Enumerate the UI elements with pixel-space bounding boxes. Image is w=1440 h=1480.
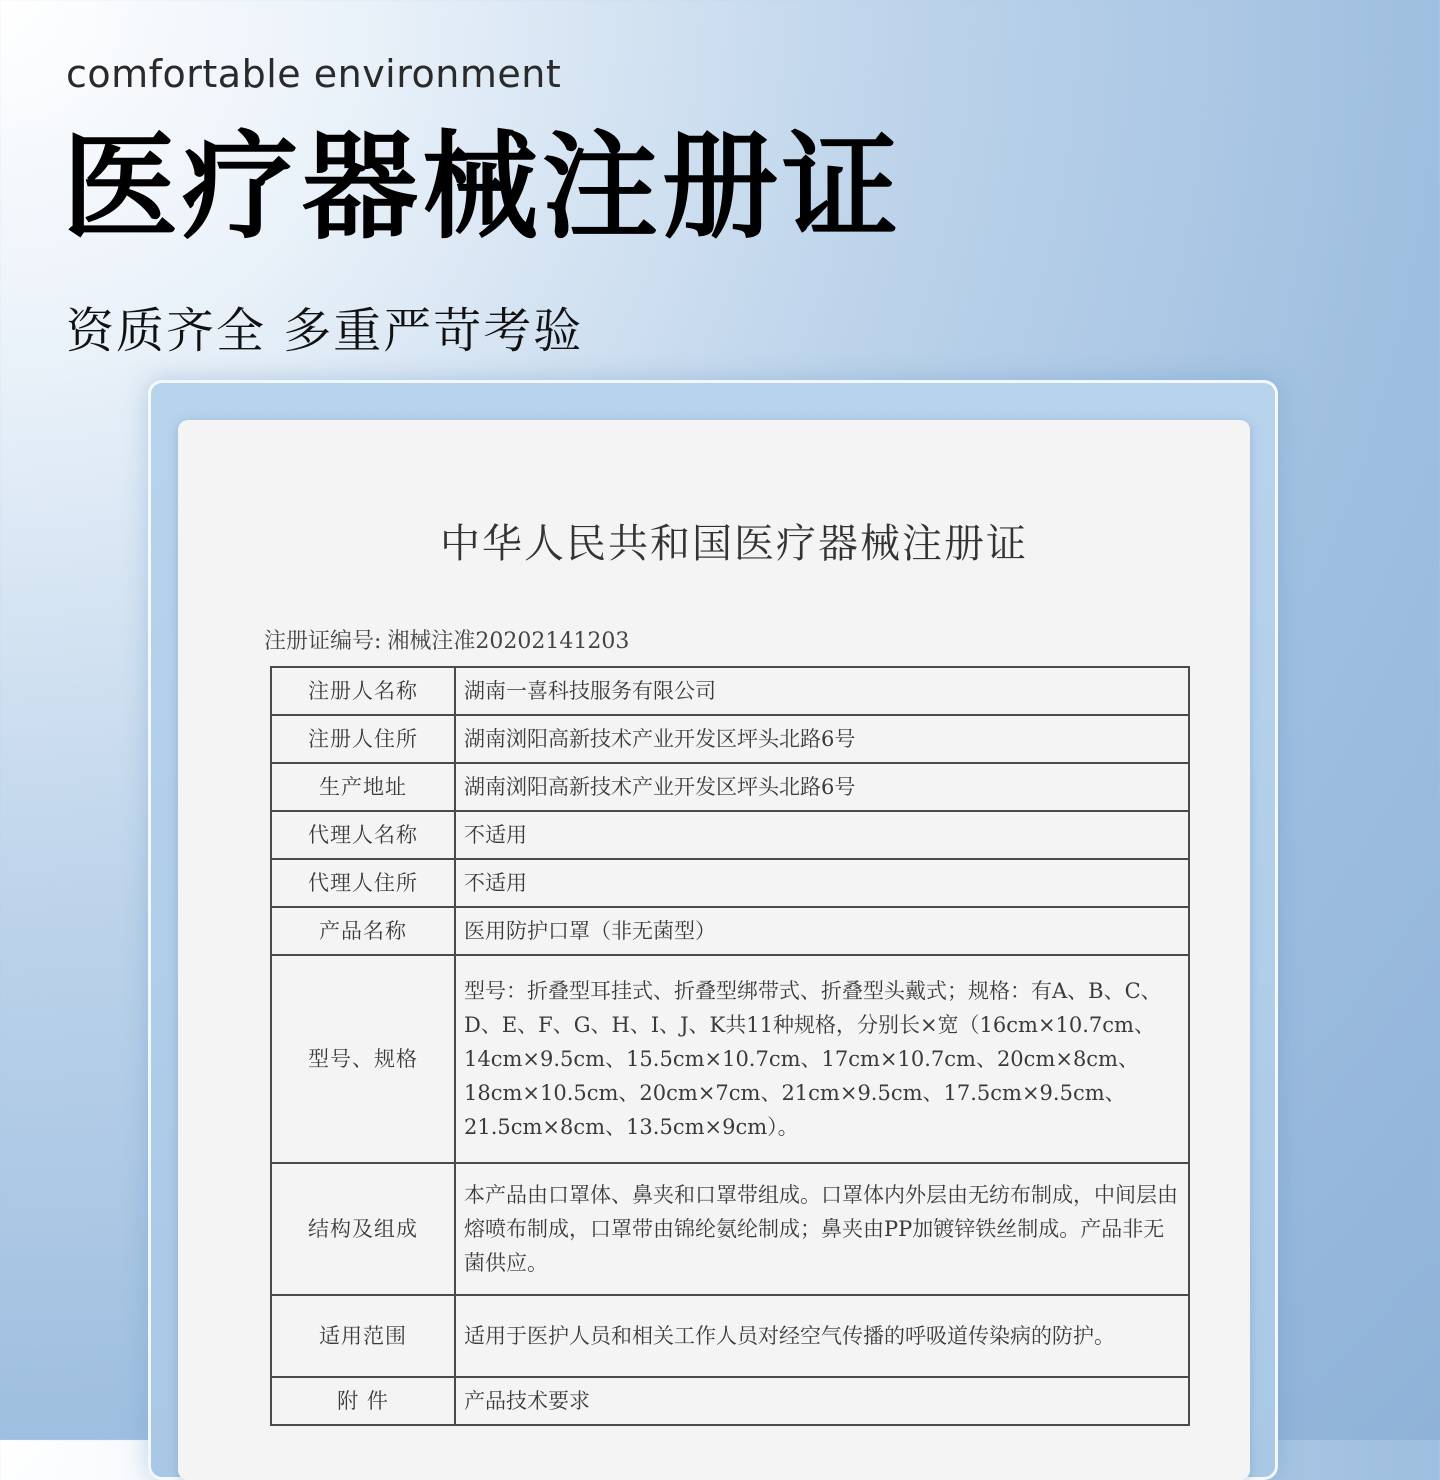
table-row — [271, 1163, 1189, 1295]
row-label: 代理人住所 — [271, 859, 455, 907]
certificate-table — [270, 666, 1190, 1426]
row-value: 不适用 — [455, 859, 1189, 907]
tagline: comfortable environment — [66, 52, 562, 96]
row-value: 湖南浏阳高新技术产业开发区坪头北路6号 — [455, 763, 1189, 811]
row-label: 型号、规格 — [271, 955, 455, 1163]
table-row — [271, 1377, 1189, 1425]
certificate-title: 中华人民共和国医疗器械注册证 — [440, 521, 1028, 567]
table-row — [271, 715, 1189, 763]
headline: 医疗器械注册证 — [62, 120, 902, 255]
row-value: 湖南一喜科技服务有限公司 — [455, 667, 1189, 715]
table-row — [271, 955, 1189, 1163]
row-label: 生产地址 — [271, 763, 455, 811]
table-row — [271, 1295, 1189, 1377]
row-value: 不适用 — [455, 811, 1189, 859]
row-label: 附 件 — [271, 1377, 455, 1425]
table-row — [271, 907, 1189, 955]
table-row — [271, 859, 1189, 907]
subheadline: 资质齐全 多重严苛考验 — [66, 303, 584, 359]
row-value: 医用防护口罩（非无菌型） — [455, 907, 1189, 955]
row-label: 注册人名称 — [271, 667, 455, 715]
row-label: 注册人住所 — [271, 715, 455, 763]
registration-number-label: 注册证编号: — [264, 629, 382, 654]
row-label: 结构及组成 — [271, 1163, 455, 1295]
table-row — [271, 667, 1189, 715]
row-value: 适用于医护人员和相关工作人员对经空气传播的呼吸道传染病的防护。 — [455, 1295, 1189, 1377]
table-row — [271, 763, 1189, 811]
registration-number — [264, 624, 629, 655]
certificate-document — [178, 420, 1250, 1480]
row-value: 本产品由口罩体、鼻夹和口罩带组成。口罩体内外层由无纺布制成，中间层由熔喷布制成，口罩带由锦纶氨纶制成；鼻夹由PP加镀锌铁丝制成。产品非无菌供应。 — [455, 1163, 1189, 1295]
registration-number-value: 湘械注准20202141203 — [387, 629, 630, 654]
row-label: 代理人名称 — [271, 811, 455, 859]
row-label: 产品名称 — [271, 907, 455, 955]
row-value: 型号：折叠型耳挂式、折叠型绑带式、折叠型头戴式；规格：有A、B、C、D、E、F、G、H、I、J、K共11种规格，分别长×宽（16cm×10.7cm、14cm×9.5cm、15.5cm×10.7cm、17cm×10.7cm、20cm×8cm、18cm×10.5cm、20cm×7cm、21cm×9.5cm、17.5cm×9.5cm、21.5cm×8cm、13.5cm×9cm）。 — [455, 955, 1189, 1163]
row-label: 适用范围 — [271, 1295, 455, 1377]
row-value: 产品技术要求 — [455, 1377, 1189, 1425]
row-value: 湖南浏阳高新技术产业开发区坪头北路6号 — [455, 715, 1189, 763]
table-row — [271, 811, 1189, 859]
